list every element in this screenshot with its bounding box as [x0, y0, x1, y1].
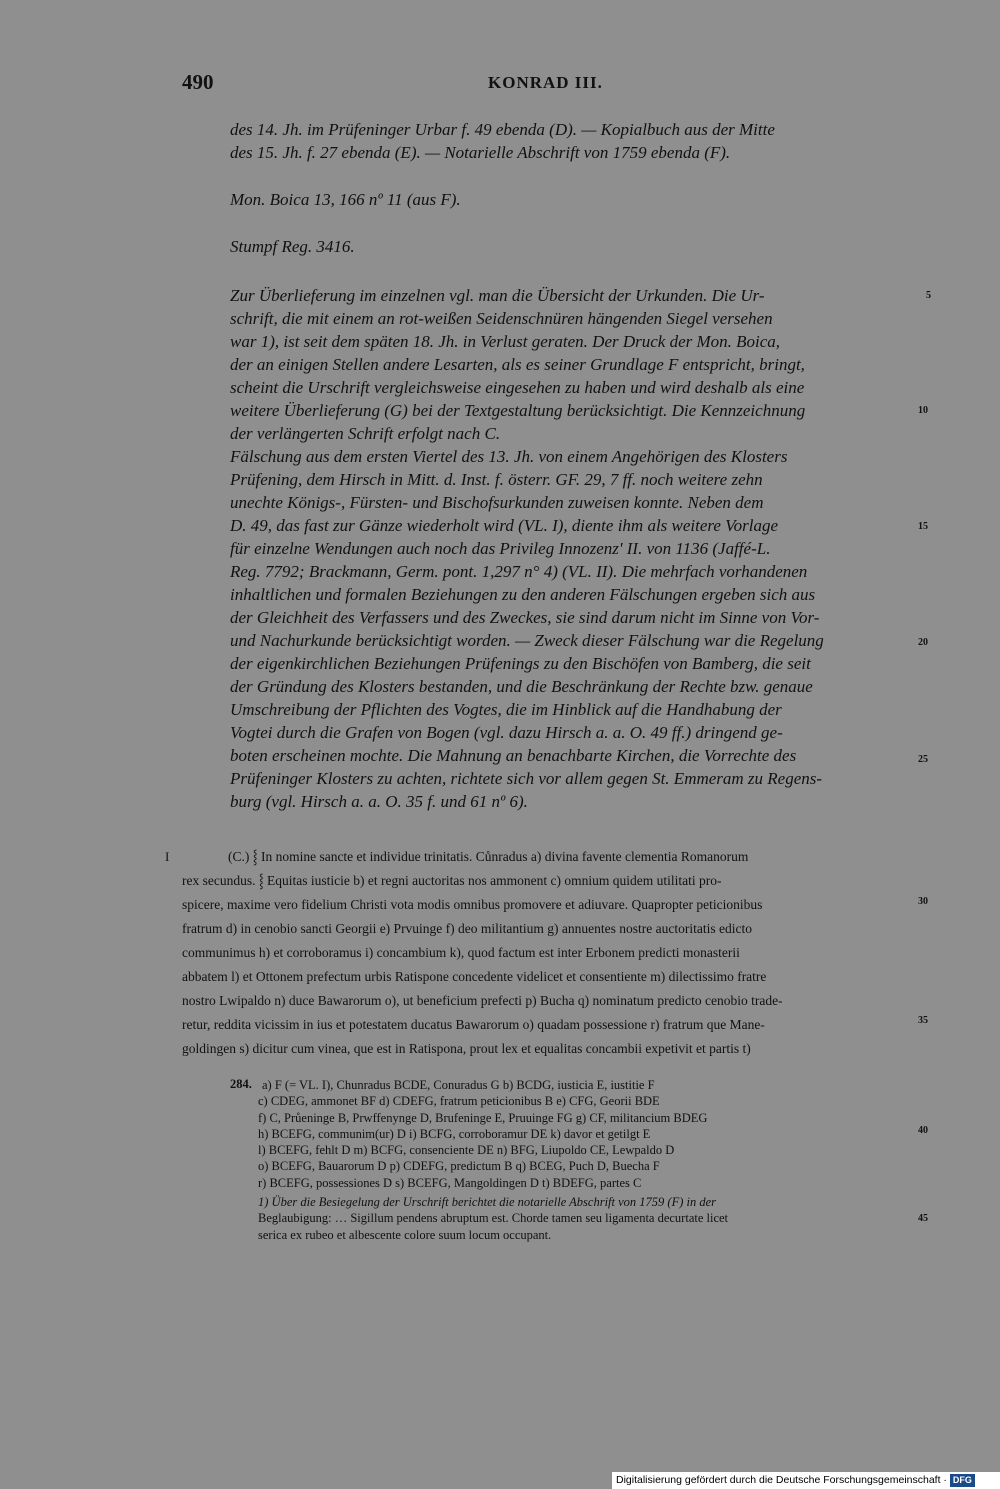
commentary-line: scheint die Urschrift vergleichsweise eingesehen zu haben und wird deshalb als eine	[230, 378, 805, 397]
commentary-line: D. 49, das fast zur Gänze wiederholt wird (VL. I), diente ihm als weitere Vorlage	[230, 516, 779, 535]
commentary-line: boten erscheinen mochte. Die Mahnung an benachbarte Kirchen, die Vorrechte des	[230, 746, 797, 765]
charter-line: (C.) ⸾ In nomine sancte et individue trinitatis. Cůnradus a) divina favente clementia Romanorum	[228, 849, 749, 864]
charter-line: spicere, maxime vero fidelium Christi vota modis omnibus promovere et adiuvare. Quapropter peticionibus	[182, 897, 763, 912]
charter-line: nostro Lwipaldo n) duce Bawarorum o), ut beneficium prefecti p) Bucha q) nominatum predicto cenobio trade-	[182, 993, 783, 1008]
footnote	[258, 1194, 910, 1243]
charter-line: goldingen s) dicitur cum vinea, que est in Ratispona, prout lex et equalitas concambii expetivit et partis t)	[182, 1041, 751, 1056]
line-number: 15	[918, 521, 928, 532]
mon-boica-ref: Mon. Boica 13, 166 nº 11 (aus F).	[230, 190, 461, 209]
commentary-line: Vogtei durch die Grafen von Bogen (vgl. dazu Hirsch a. a. O. 49 ff.) dringend ge-	[230, 723, 783, 742]
document-number: 284.	[230, 1077, 252, 1091]
margin-mark: I	[165, 849, 170, 864]
running-title: KONRAD III.	[488, 73, 603, 92]
charter-text	[182, 845, 910, 1061]
line-number: 10	[918, 405, 928, 416]
commentary-line: Umschreibung der Pflichten des Vogtes, die im Hinblick auf die Handhabung der	[230, 700, 782, 719]
line-number: 25	[918, 754, 928, 765]
footnote-line: Beglaubigung: … Sigillum pendens abruptum est. Chorde tamen seu ligamenta decurtate licet	[258, 1211, 729, 1226]
commentary-line: der verlängerten Schrift erfolgt nach C.	[230, 424, 501, 443]
stumpf-ref: Stumpf Reg. 3416.	[230, 237, 355, 256]
commentary-line: war 1), ist seit dem späten 18. Jh. in Verlust geraten. Der Druck der Mon. Boica,	[230, 332, 781, 351]
commentary-line: Prüfeninger Klosters zu achten, richtete sich vor allem gegen St. Emmeram zu Regens-	[230, 769, 823, 788]
source-line: des 15. Jh. f. 27 ebenda (E). — Notarielle Abschrift von 1759 ebenda (F).	[230, 143, 731, 162]
apparatus-line: r) BCEFG, possessiones D s) BCEFG, Mangoldingen D t) BDEFG, partes C	[258, 1175, 642, 1190]
funding-text: Digitalisierung gefördert durch die Deutsche Forschungsgemeinschaft ·	[616, 1474, 947, 1486]
line-number: 45	[918, 1213, 928, 1224]
footnote-line: 1) Über die Besiegelung der Urschrift berichtet die notarielle Abschrift von 1759 (F) in der	[258, 1195, 717, 1209]
commentary-line: schrift, die mit einem an rot-weißen Seidenschnüren hängenden Siegel versehen	[230, 309, 773, 328]
charter-line: communimus h) et corroboramus i) concambium k), quod factum est inter Erbonem predicti monasterii	[182, 945, 740, 960]
commentary-line: weitere Überlieferung (G) bei der Textgestaltung berücksichtigt. Die Kennzeichnung	[230, 401, 806, 420]
intro-sources	[230, 118, 910, 164]
line-number: 20	[918, 637, 928, 648]
commentary-line: Reg. 7792; Brackmann, Germ. pont. 1,297 n° 4) (VL. II). Die mehrfach vorhandenen	[230, 562, 808, 581]
footnote-line: serica ex rubeo et albescente colore suum locum occupant.	[258, 1227, 552, 1242]
apparatus-line: f) C, Průeninge B, Prwffenynge D, Brufeninge E, Pruuinge FG g) CF, militancium BDEG	[258, 1110, 708, 1125]
line-number: 40	[918, 1125, 928, 1136]
apparatus-line: a) F (= VL. I), Chunradus BCDE, Conuradus G b) BCDG, iusticia E, iustitie F	[262, 1078, 655, 1092]
apparatus-line: l) BCEFG, fehlt D m) BCFG, consenciente DE n) BFG, Liupoldo CE, Lewpaldo D	[258, 1143, 675, 1158]
commentary-line: Fälschung aus dem ersten Viertel des 13. Jh. von einem Angehörigen des Klosters	[230, 447, 788, 466]
apparatus	[258, 1077, 910, 1191]
commentary-line: Prüfening, dem Hirsch in Mitt. d. Inst. f. österr. GF. 29, 7 ff. noch weitere zehn	[230, 470, 763, 489]
charter-line: rex secundus. ⸾ Equitas iusticie b) et regni auctoritas nos ammonent c) omnium quidem utilitati pro-	[182, 873, 722, 888]
commentary-line: der an einigen Stellen andere Lesarten, als es seiner Grundlage F entspricht, bringt,	[230, 355, 805, 374]
commentary	[230, 284, 910, 813]
page-number: 490	[182, 70, 214, 94]
charter-line: fratrum d) in cenobio sancti Georgii e) Prvuinge f) deo militantium g) annuentes nostre auctoritatis edicto	[182, 921, 752, 936]
line-number: 5	[926, 290, 931, 301]
charter-line: abbatem l) et Ottonem prefectum urbis Ratispone concedente videlicet et consentiente m) dilectissimo fratre	[182, 969, 767, 984]
apparatus-line: o) BCEFG, Bauarorum D p) CDEFG, predictum B q) BCEG, Puch D, Buecha F	[258, 1159, 660, 1174]
commentary-line: Zur Überlieferung im einzelnen vgl. man die Übersicht der Urkunden. Die Ur-	[230, 286, 765, 305]
commentary-line: der Gleichheit des Verfassers und des Zweckes, sie sind darum nicht im Sinne von Vor-	[230, 608, 820, 627]
commentary-line: der eigenkirchlichen Beziehungen Prüfenings zu den Bischöfen von Bamberg, die seit	[230, 654, 811, 673]
commentary-line: für einzelne Wendungen auch noch das Privileg Innozenz' II. von 1136 (Jaffé-L.	[230, 539, 771, 558]
apparatus-line: h) BCEFG, communim(ur) D i) BCFG, corroboramur DE k) davor et getilgt E	[258, 1126, 651, 1141]
commentary-line: unechte Königs-, Fürsten- und Bischofsurkunden zuweisen konnte. Neben dem	[230, 493, 764, 512]
commentary-line: inhaltlichen und formalen Beziehungen zu den anderen Fälschungen ergeben sich aus	[230, 585, 816, 604]
charter-line: retur, reddita vicissim in ius et potestatem ducatus Bawarorum o) quadam possessione r) fratrum que Mane-	[182, 1017, 765, 1032]
funding-banner	[612, 1472, 1000, 1489]
commentary-line: burg (vgl. Hirsch a. a. O. 35 f. und 61 nº 6).	[230, 792, 528, 811]
apparatus-line: c) CDEG, ammonet BF d) CDEFG, fratrum peticionibus B e) CFG, Georii BDE	[258, 1094, 660, 1109]
dfg-logo: DFG	[950, 1474, 975, 1487]
commentary-line: der Gründung des Klosters bestanden, und die Beschränkung der Rechte bzw. genaue	[230, 677, 813, 696]
line-number: 35	[918, 1015, 928, 1026]
line-number: 30	[918, 896, 928, 907]
source-line: des 14. Jh. im Prüfeninger Urbar f. 49 ebenda (D). — Kopialbuch aus der Mitte	[230, 120, 775, 139]
commentary-line: und Nachurkunde berücksichtigt worden. — Zweck dieser Fälschung war die Regelung	[230, 631, 824, 650]
